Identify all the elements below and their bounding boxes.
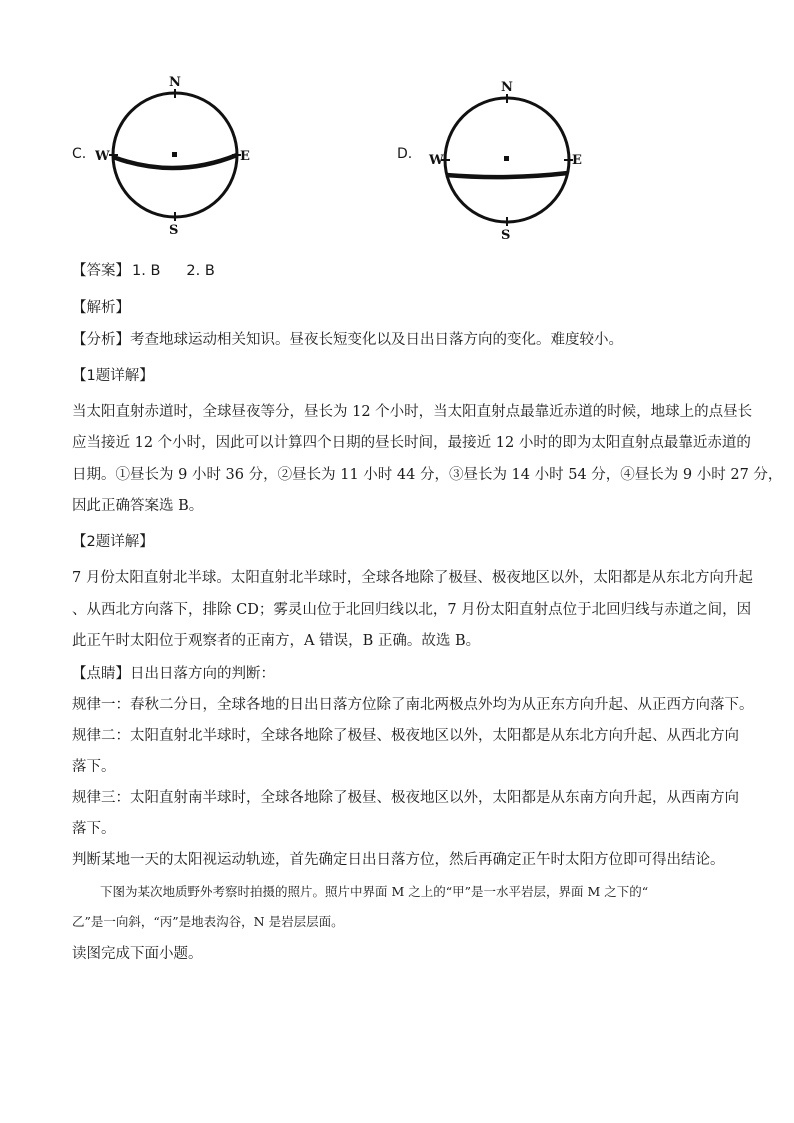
- rule-2-line-2: 落下。: [72, 759, 116, 775]
- answer-line: [72, 259, 215, 280]
- rule-2-line-1: 规律二：太阳直射北半球时，全球各地除了极昼、极夜地区以外，太阳都是从东北方向升起、从西北方向: [72, 728, 739, 744]
- celestial-diagram-d: [427, 78, 597, 248]
- dianjing-heading: 【点睛】日出日落方向的判断：: [72, 666, 275, 682]
- answer-q2: 2. B: [186, 263, 215, 279]
- south-label: S: [169, 223, 179, 238]
- q2-line-3: 此正午时太阳位于观察者的正南方，A 错误，B 正确。故选 B。: [72, 633, 481, 649]
- conclusion: 判断某地一天的太阳视运动轨迹，首先确定日出日落方位，然后再确定正午时太阳方位即可得出结论。: [72, 852, 725, 868]
- answer-q1: 1. B: [132, 263, 161, 279]
- q2-line-2: 、从西北方向落下，排除 CD；雾灵山位于北回归线以北，7 月份太阳直射点位于北回归线与赤道之间，因: [72, 602, 752, 618]
- option-d-label: D.: [397, 146, 413, 162]
- q1-line-2: 应当接近 12 个小时，因此可以计算四个日期的昼长时间，最接近 12 小时的即为太阳直射点最靠近赤道的: [72, 435, 751, 451]
- observer-dot: [504, 156, 509, 161]
- q1-line-3: 日期。①昼长为 9 小时 36 分，②昼长为 11 小时 44 分，③昼长为 14 小时 54 分，④昼长为 9 小时 27 分，: [72, 467, 783, 483]
- read-prompt: 读图完成下面小题。: [72, 946, 203, 962]
- observer-dot: [172, 152, 177, 157]
- q1-line-1: 当太阳直射赤道时，全球昼夜等分，昼长为 12 个小时，当太阳直射点最靠近赤道的时候，地球上的点昼长: [72, 404, 753, 420]
- intro-line-2: 乙”是一向斜，“丙”是地表沟谷，N 是岩层层面。: [72, 914, 344, 929]
- celestial-diagram-c: [95, 72, 265, 242]
- north-label: N: [169, 75, 181, 90]
- fenxi-text: 【分析】考查地球运动相关知识。昼夜长短变化以及日出日落方向的变化。难度较小。: [72, 332, 623, 348]
- analysis-tag: 【解析】: [72, 300, 130, 316]
- west-label: W: [95, 149, 110, 164]
- rule-1: 规律一：春秋二分日，全球各地的日出日落方位除了南北两极点外均为从正东方向升起、从正西方向落下。: [72, 697, 754, 713]
- option-c-label: C.: [72, 146, 87, 162]
- rule-3-line-1: 规律三：太阳直射南半球时，全球各地除了极昼、极夜地区以外，太阳都是从东南方向升起，从西南方向: [72, 790, 739, 806]
- east-label: E: [572, 153, 582, 168]
- rule-3-line-2: 落下。: [72, 821, 116, 837]
- south-label: S: [501, 228, 511, 243]
- q1-line-4: 因此正确答案选 B。: [72, 498, 204, 514]
- q1-heading: 【1题详解】: [72, 368, 154, 384]
- sun-path: [446, 173, 568, 177]
- east-label: E: [240, 149, 250, 164]
- answer-tag: 【答案】: [72, 263, 130, 279]
- q2-heading: 【2题详解】: [72, 534, 154, 550]
- intro-line-1: 下图为某次地质野外考察时拍摄的照片。照片中界面 M 之上的“甲”是一水平岩层，界面 M 之下的“: [100, 884, 649, 899]
- north-label: N: [501, 80, 513, 95]
- west-label: W: [429, 153, 444, 168]
- q2-line-1: 7 月份太阳直射北半球。太阳直射北半球时，全球各地除了极昼、极夜地区以外，太阳都是从东北方向升起: [72, 570, 753, 586]
